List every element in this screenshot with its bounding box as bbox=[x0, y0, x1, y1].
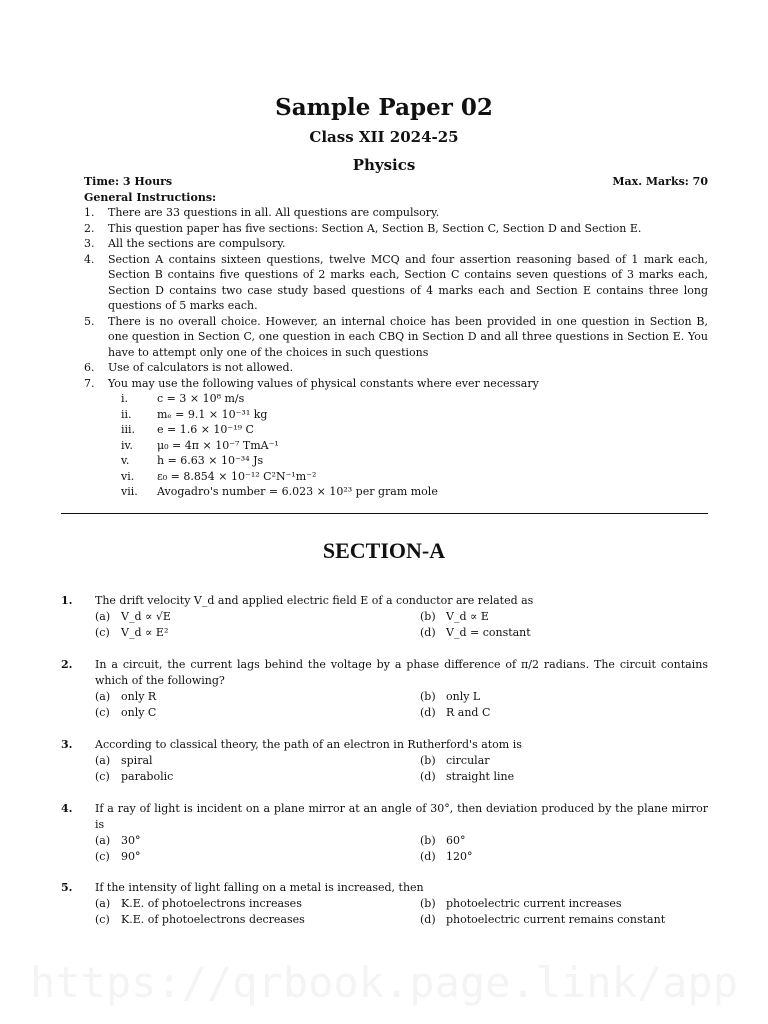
option-a bbox=[95, 753, 420, 769]
constant-value: μ₀ = 4π × 10⁻⁷ TmA⁻¹ bbox=[157, 438, 279, 452]
option-label: (d) bbox=[420, 913, 436, 926]
question-1 bbox=[61, 593, 708, 641]
option-c bbox=[95, 769, 420, 785]
instruction-text: Section A contains sixteen questions, twelve MCQ and four assertion reasoning based of 1 mark each, Section B contains five questions of 2 marks each, Section C contains seven questions of 3 marks each, Section D contains two case study based questions of 4 marks each and Section E contains three long questions of 5 marks each. bbox=[108, 252, 708, 312]
option-text: 60° bbox=[446, 834, 466, 847]
question-4 bbox=[61, 801, 708, 865]
instructions-list bbox=[84, 205, 708, 500]
option-a bbox=[95, 896, 420, 912]
option-d bbox=[420, 625, 708, 641]
option-d bbox=[420, 912, 708, 928]
question-text: In a circuit, the current lags behind the voltage by a phase difference of π/2 radians. The circuit contains which of the following? bbox=[95, 658, 708, 687]
option-text: V_d ∝ E² bbox=[121, 626, 169, 639]
option-text: V_d = constant bbox=[446, 626, 531, 639]
option-label: (d) bbox=[420, 626, 436, 639]
constant-item bbox=[121, 438, 438, 454]
constant-value: mₑ = 9.1 × 10⁻³¹ kg bbox=[157, 407, 268, 421]
option-text: 90° bbox=[121, 850, 141, 863]
question-text: If the intensity of light falling on a metal is increased, then bbox=[95, 881, 424, 894]
instruction-text: There are 33 questions in all. All questions are compulsory. bbox=[108, 206, 440, 219]
question-text: The drift velocity V_d and applied electric field E of a conductor are related as bbox=[95, 594, 534, 607]
option-text: straight line bbox=[446, 770, 515, 783]
instruction-text: Use of calculators is not allowed. bbox=[108, 361, 294, 374]
option-b bbox=[420, 753, 708, 769]
option-c bbox=[95, 625, 420, 641]
instruction-item bbox=[84, 314, 708, 361]
section-title: SECTION-A bbox=[322, 538, 446, 563]
instruction-text: This question paper has five sections: Section A, Section B, Section C, Section D and Section E. bbox=[108, 221, 642, 235]
option-label: (c) bbox=[95, 626, 110, 639]
constant-value: e = 1.6 × 10⁻¹⁹ C bbox=[157, 423, 254, 436]
question-number: 1. bbox=[61, 594, 73, 607]
general-instructions-heading: General Instructions: bbox=[84, 191, 217, 204]
instruction-number: 1. bbox=[84, 206, 95, 219]
option-label: (c) bbox=[95, 850, 110, 863]
instruction-item bbox=[84, 205, 708, 221]
constant-value: ε₀ = 8.854 × 10⁻¹² C²N⁻¹m⁻² bbox=[157, 469, 317, 483]
option-text: photoelectric current remains constant bbox=[446, 913, 666, 926]
option-b bbox=[420, 609, 708, 625]
subject-heading: Physics bbox=[352, 156, 416, 174]
constants-block bbox=[84, 391, 708, 500]
option-label: (a) bbox=[95, 834, 111, 847]
question-2 bbox=[61, 657, 708, 721]
instruction-item bbox=[84, 360, 708, 376]
option-text: circular bbox=[446, 754, 490, 767]
question-text: According to classical theory, the path of an electron in Rutherford's atom is bbox=[95, 738, 522, 751]
constant-value: c = 3 × 10⁸ m/s bbox=[157, 392, 245, 405]
question-5 bbox=[61, 880, 708, 928]
question-number: 5. bbox=[61, 881, 73, 894]
option-label: (d) bbox=[420, 850, 436, 863]
option-label: (d) bbox=[420, 706, 436, 719]
constant-number: vii. bbox=[121, 485, 138, 498]
option-text: only L bbox=[446, 690, 481, 703]
option-label: (a) bbox=[95, 897, 111, 910]
option-label: (b) bbox=[420, 690, 436, 703]
option-label: (b) bbox=[420, 897, 436, 910]
option-label: (a) bbox=[95, 754, 111, 767]
option-a bbox=[95, 689, 420, 705]
instruction-item bbox=[84, 236, 708, 252]
paper-title: Sample Paper 02 bbox=[275, 94, 493, 121]
watermark-link: https://qrbook.page.link/app bbox=[29, 958, 738, 1007]
option-label: (a) bbox=[95, 610, 111, 623]
option-b bbox=[420, 896, 708, 912]
option-a bbox=[95, 833, 420, 849]
instruction-item bbox=[84, 252, 708, 314]
option-text: 30° bbox=[121, 834, 141, 847]
option-label: (a) bbox=[95, 690, 111, 703]
option-text: R and C bbox=[446, 706, 491, 719]
constant-number: iv. bbox=[121, 438, 133, 452]
section-divider bbox=[61, 513, 708, 514]
constant-number: i. bbox=[121, 392, 129, 405]
question-number: 3. bbox=[61, 738, 73, 751]
constant-value: h = 6.63 × 10⁻³⁴ Js bbox=[157, 454, 264, 467]
constant-number: vi. bbox=[121, 469, 135, 483]
instruction-item bbox=[84, 376, 708, 392]
class-line: Class XII 2024-25 bbox=[309, 128, 459, 146]
option-d bbox=[420, 849, 708, 865]
instruction-text: You may use the following values of physical constants where ever necessary bbox=[108, 376, 539, 390]
constant-value: Avogadro's number = 6.023 × 10²³ per gram mole bbox=[157, 485, 438, 498]
max-marks: Max. Marks: 70 bbox=[612, 175, 708, 188]
option-text: K.E. of photoelectrons increases bbox=[121, 897, 302, 910]
constants-list bbox=[84, 391, 438, 500]
constant-item bbox=[121, 469, 438, 485]
option-a bbox=[95, 609, 420, 625]
exam-meta bbox=[84, 175, 708, 188]
option-text: only R bbox=[121, 690, 157, 703]
instruction-number: 7. bbox=[84, 376, 95, 390]
constant-item bbox=[121, 407, 438, 423]
option-d bbox=[420, 769, 708, 785]
question-3 bbox=[61, 737, 708, 785]
instruction-number: 3. bbox=[84, 237, 95, 250]
option-b bbox=[420, 833, 708, 849]
option-label: (d) bbox=[420, 770, 436, 783]
constant-number: ii. bbox=[121, 407, 132, 421]
option-text: only C bbox=[121, 706, 157, 719]
option-c bbox=[95, 705, 420, 721]
option-text: K.E. of photoelectrons decreases bbox=[121, 913, 305, 926]
question-number: 4. bbox=[61, 802, 73, 815]
constant-item bbox=[121, 422, 438, 438]
instruction-number: 4. bbox=[84, 252, 95, 266]
option-text: spiral bbox=[121, 754, 153, 767]
question-number: 2. bbox=[61, 658, 73, 671]
option-label: (c) bbox=[95, 770, 110, 783]
constant-item bbox=[121, 391, 438, 407]
constant-number: v. bbox=[121, 454, 130, 467]
constant-number: iii. bbox=[121, 423, 136, 436]
option-b bbox=[420, 689, 708, 705]
option-c bbox=[95, 912, 420, 928]
instruction-number: 5. bbox=[84, 314, 95, 328]
instruction-text: All the sections are compulsory. bbox=[108, 237, 286, 250]
instruction-item bbox=[84, 221, 708, 237]
constant-item bbox=[121, 453, 438, 469]
option-text: parabolic bbox=[121, 770, 174, 783]
option-label: (c) bbox=[95, 913, 110, 926]
time-allowed: Time: 3 Hours bbox=[84, 175, 173, 188]
option-c bbox=[95, 849, 420, 865]
option-label: (b) bbox=[420, 610, 436, 623]
option-d bbox=[420, 705, 708, 721]
option-text: V_d ∝ √E bbox=[121, 610, 171, 623]
option-label: (c) bbox=[95, 706, 110, 719]
instruction-number: 2. bbox=[84, 221, 95, 235]
option-text: 120° bbox=[446, 850, 473, 863]
instruction-text: There is no overall choice. However, an internal choice has been provided in one question in Section B, one question in Section C, one question in each CBQ in Section D and all three questions in Section E. You have to attempt only one of the choices in such questions bbox=[108, 314, 708, 359]
option-text: V_d ∝ E bbox=[446, 610, 489, 623]
instruction-number: 6. bbox=[84, 361, 95, 374]
option-text: photoelectric current increases bbox=[446, 897, 622, 910]
question-text: If a ray of light is incident on a plane mirror at an angle of 30°, then deviation produced by the plane mirror is bbox=[95, 802, 708, 831]
constant-item bbox=[121, 484, 438, 500]
option-label: (b) bbox=[420, 754, 436, 767]
option-label: (b) bbox=[420, 834, 436, 847]
